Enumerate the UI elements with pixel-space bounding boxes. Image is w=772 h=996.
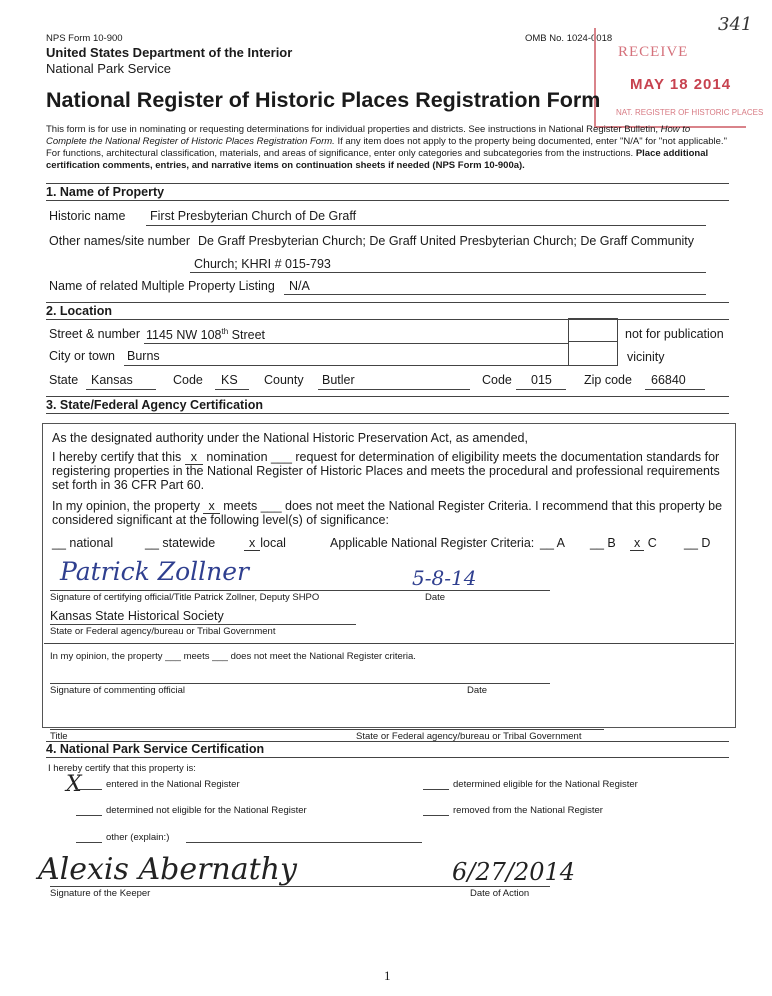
commenting-signature-label: Signature of commenting official <box>50 685 186 696</box>
criteria-label: Applicable National Register Criteria: <box>330 536 535 550</box>
section-3-heading: 3. State/Federal Agency Certification <box>46 398 263 412</box>
not-eligible-label: determined not eligible for the National Register <box>106 805 307 816</box>
other-names-value-1: De Graff Presbyterian Church; De Graff United Presbyterian Church; De Graff Community <box>198 234 695 248</box>
certifying-signature-label: Signature of certifying official/Title Patrick Zollner, Deputy SHPO <box>50 592 320 603</box>
agency-label: State or Federal agency/bureau or Tribal Government <box>50 626 276 637</box>
criteria-d: __ D <box>684 536 711 550</box>
stamp-register: NAT. REGISTER OF HISTORIC PLACES <box>616 108 764 117</box>
department: United States Department of the Interior <box>46 45 293 60</box>
street-label: Street & number <box>49 327 141 341</box>
criteria-c: x C <box>630 536 657 550</box>
determined-eligible-label: determined eligible for the National Register <box>453 779 638 790</box>
state-code-value: KS <box>221 373 238 387</box>
keeper-signature-label: Signature of the Keeper <box>50 888 151 899</box>
historic-name-label: Historic name <box>49 209 126 223</box>
nps-certify-text: I hereby certify that this property is: <box>48 763 196 774</box>
related-listing-value: N/A <box>289 279 310 293</box>
zip-value: 66840 <box>651 373 686 387</box>
not-for-publication-label: not for publication <box>625 327 724 341</box>
city-value: Burns <box>127 349 160 363</box>
page-title: National Register of Historic Places Registration Form <box>46 88 601 112</box>
stamp-received: RECEIVE <box>618 44 689 60</box>
county-value: Butler <box>322 373 355 387</box>
county-code-value: 015 <box>531 373 552 387</box>
state-value: Kansas <box>91 373 133 387</box>
instructions: This form is for use in nominating or requesting determinations for individual properties and districts. See instructions in National Register Bulletin, How to Complete the National Register of Historic Places Registration Form. If any item does not apply to the property being documented, enter "N/A" for "not applicable." For functions, architectural classification, materials, and areas of significance, enter only categories and subcategories from the instructions. Place additional certification comments, entries, and narrative items on continuation sheets if needed (NPS Form 10-900a). <box>46 124 727 171</box>
authority-text: As the designated authority under the National Historic Preservation Act, as amended, <box>52 431 528 445</box>
entered-label: entered in the National Register <box>106 779 240 790</box>
city-label: City or town <box>49 349 115 363</box>
keeper-signature: Alexis Abernathy <box>38 852 297 887</box>
handwritten-number: 341 <box>718 14 753 35</box>
entered-checkmark[interactable]: X <box>66 772 82 797</box>
removed-label: removed from the National Register <box>453 805 603 816</box>
street-value: 1145 NW 108th Street <box>146 327 266 343</box>
agency-value: Kansas State Historical Society <box>50 609 224 623</box>
omb-number: OMB No. 1024-0018 <box>525 33 613 44</box>
agency-label-2: State or Federal agency/bureau or Tribal Government <box>356 731 582 742</box>
criteria-b: __ B <box>590 536 616 550</box>
service: National Park Service <box>46 61 171 76</box>
stamp-date: MAY 18 2014 <box>630 76 732 93</box>
opinion-small-text: In my opinion, the property ___ meets ___ does not meet the National Register criteria. <box>50 651 416 662</box>
title-label: Title <box>50 731 68 742</box>
section-2-heading: 2. Location <box>46 304 112 318</box>
section-4-heading: 4. National Park Service Certification <box>46 742 265 756</box>
other-names-value-2: Church; KHRI # 015-793 <box>194 257 331 271</box>
other-names-label: Other names/site number <box>49 234 191 248</box>
certify-text: I hereby certify that this x nomination ___ request for determination of eligibility meets the documentation standards for registering properties in the National Register of Historic Places and meets the procedural and professional requirements set forth in 36 CFR Part 60. <box>52 450 720 492</box>
action-date: 6/27/2014 <box>452 858 576 886</box>
county-label: County <box>264 373 304 387</box>
certifying-signature: Patrick Zollner <box>60 557 249 586</box>
page-number: 1 <box>384 968 391 983</box>
form-number: NPS Form 10-900 <box>46 33 123 44</box>
level-statewide: __ statewide <box>145 536 216 550</box>
received-stamp <box>594 28 764 128</box>
vicinity-label: vicinity <box>627 350 665 364</box>
historic-name-value: First Presbyterian Church of De Graff <box>150 209 357 223</box>
commenting-date-label: Date <box>467 685 488 696</box>
level-local: x local <box>244 536 286 550</box>
state-code-label: Code <box>173 373 203 387</box>
not-for-publication-box[interactable] <box>568 318 618 366</box>
date-of-action-label: Date of Action <box>470 888 530 899</box>
level-national: __ national <box>52 536 114 550</box>
certifying-date: 5-8-14 <box>412 566 477 590</box>
related-listing-label: Name of related Multiple Property Listing <box>49 279 275 293</box>
other-explain-label: other (explain:) <box>106 832 170 843</box>
certifying-date-label: Date <box>425 592 446 603</box>
criteria-a: __ A <box>540 536 566 550</box>
zip-label: Zip code <box>584 373 632 387</box>
opinion-text: In my opinion, the property x meets ___ does not meet the National Register Criteria. I recommend that this property be considered significant at the following level(s) of significance: <box>52 499 723 527</box>
county-code-label: Code <box>482 373 512 387</box>
section-1-heading: 1. Name of Property <box>46 185 165 199</box>
state-label: State <box>49 373 79 387</box>
